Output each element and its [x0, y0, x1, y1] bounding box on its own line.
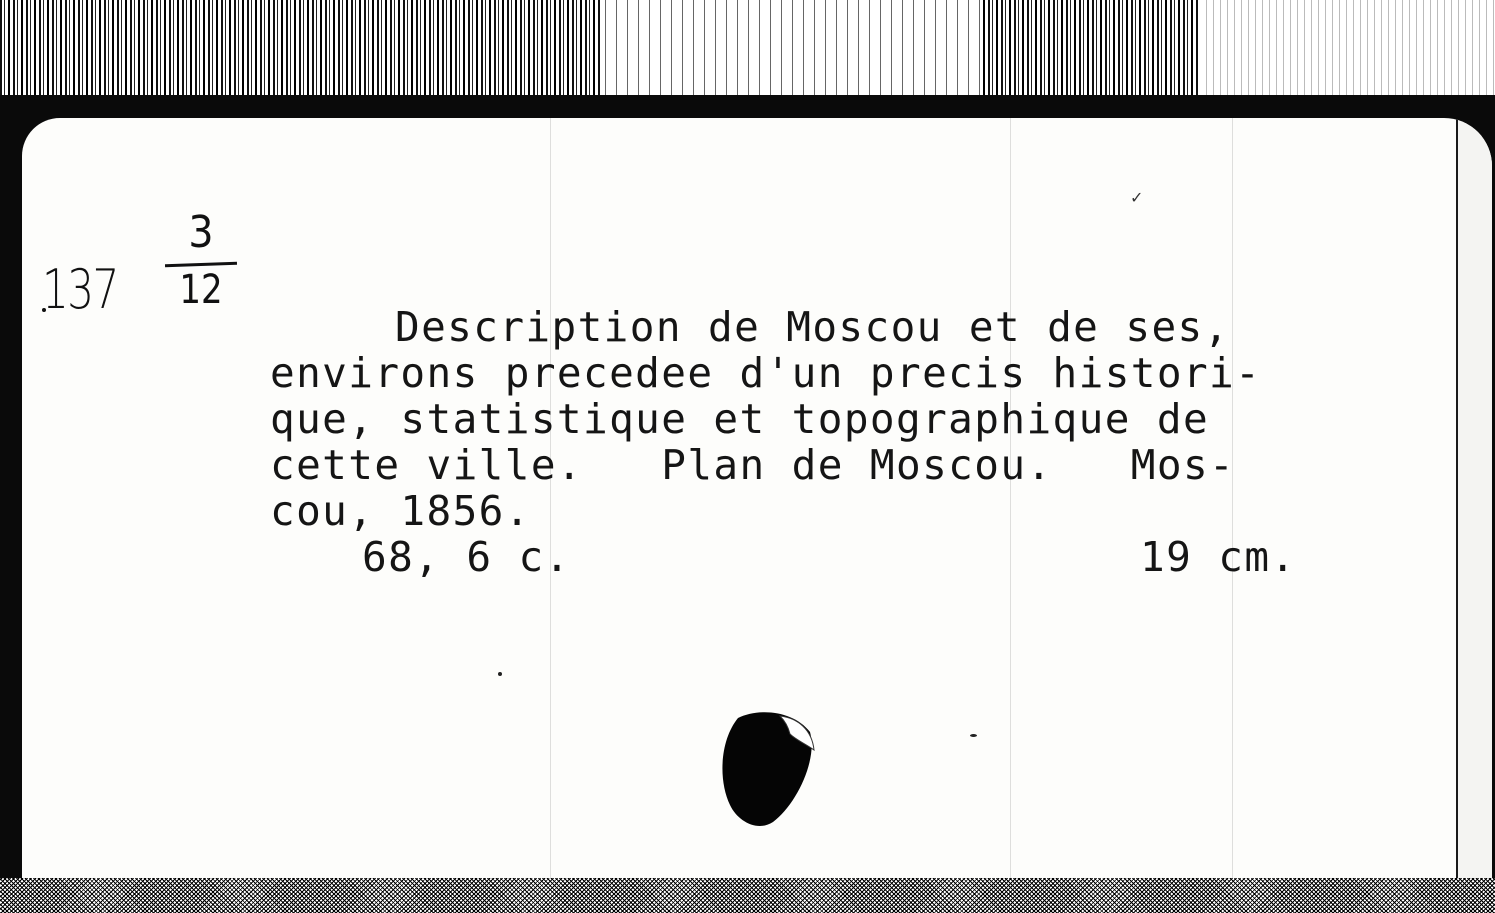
card-right-edge — [1456, 118, 1492, 878]
ink-speck — [970, 734, 977, 737]
punch-hole — [718, 710, 818, 828]
entry-imprint: cou, 1856. — [270, 487, 531, 535]
scan-top-edge-fade — [1200, 0, 1495, 100]
entry-title-line-3: que, statistique et topographique de — [270, 395, 1210, 443]
ink-speck — [498, 672, 502, 676]
entry-dimensions: 19 cm. — [1140, 533, 1297, 581]
call-number-fraction-top: 3 — [188, 207, 214, 258]
call-number-main: 137 — [42, 258, 118, 321]
scan-top-edge-light — [600, 0, 980, 100]
entry-title-line-1: Description de Moscou et de ses, — [395, 303, 1230, 351]
pencil-tick-mark: ✓ — [1130, 188, 1144, 207]
entry-title-line-2: environs precedee d'un precis histori- — [270, 349, 1262, 397]
entry-title-line-4: cette ville. Plan de Moscou. Mos- — [270, 441, 1236, 489]
scan-bottom-edge — [0, 878, 1495, 913]
entry-pagination: 68, 6 c. — [362, 533, 571, 581]
call-number-fraction-bottom: 12 — [179, 267, 223, 313]
card-rule-line — [550, 118, 551, 878]
card-rule-line — [1010, 118, 1011, 878]
call-number-fraction — [165, 207, 237, 313]
catalog-card — [22, 118, 1492, 878]
card-rule-line — [1232, 118, 1233, 878]
